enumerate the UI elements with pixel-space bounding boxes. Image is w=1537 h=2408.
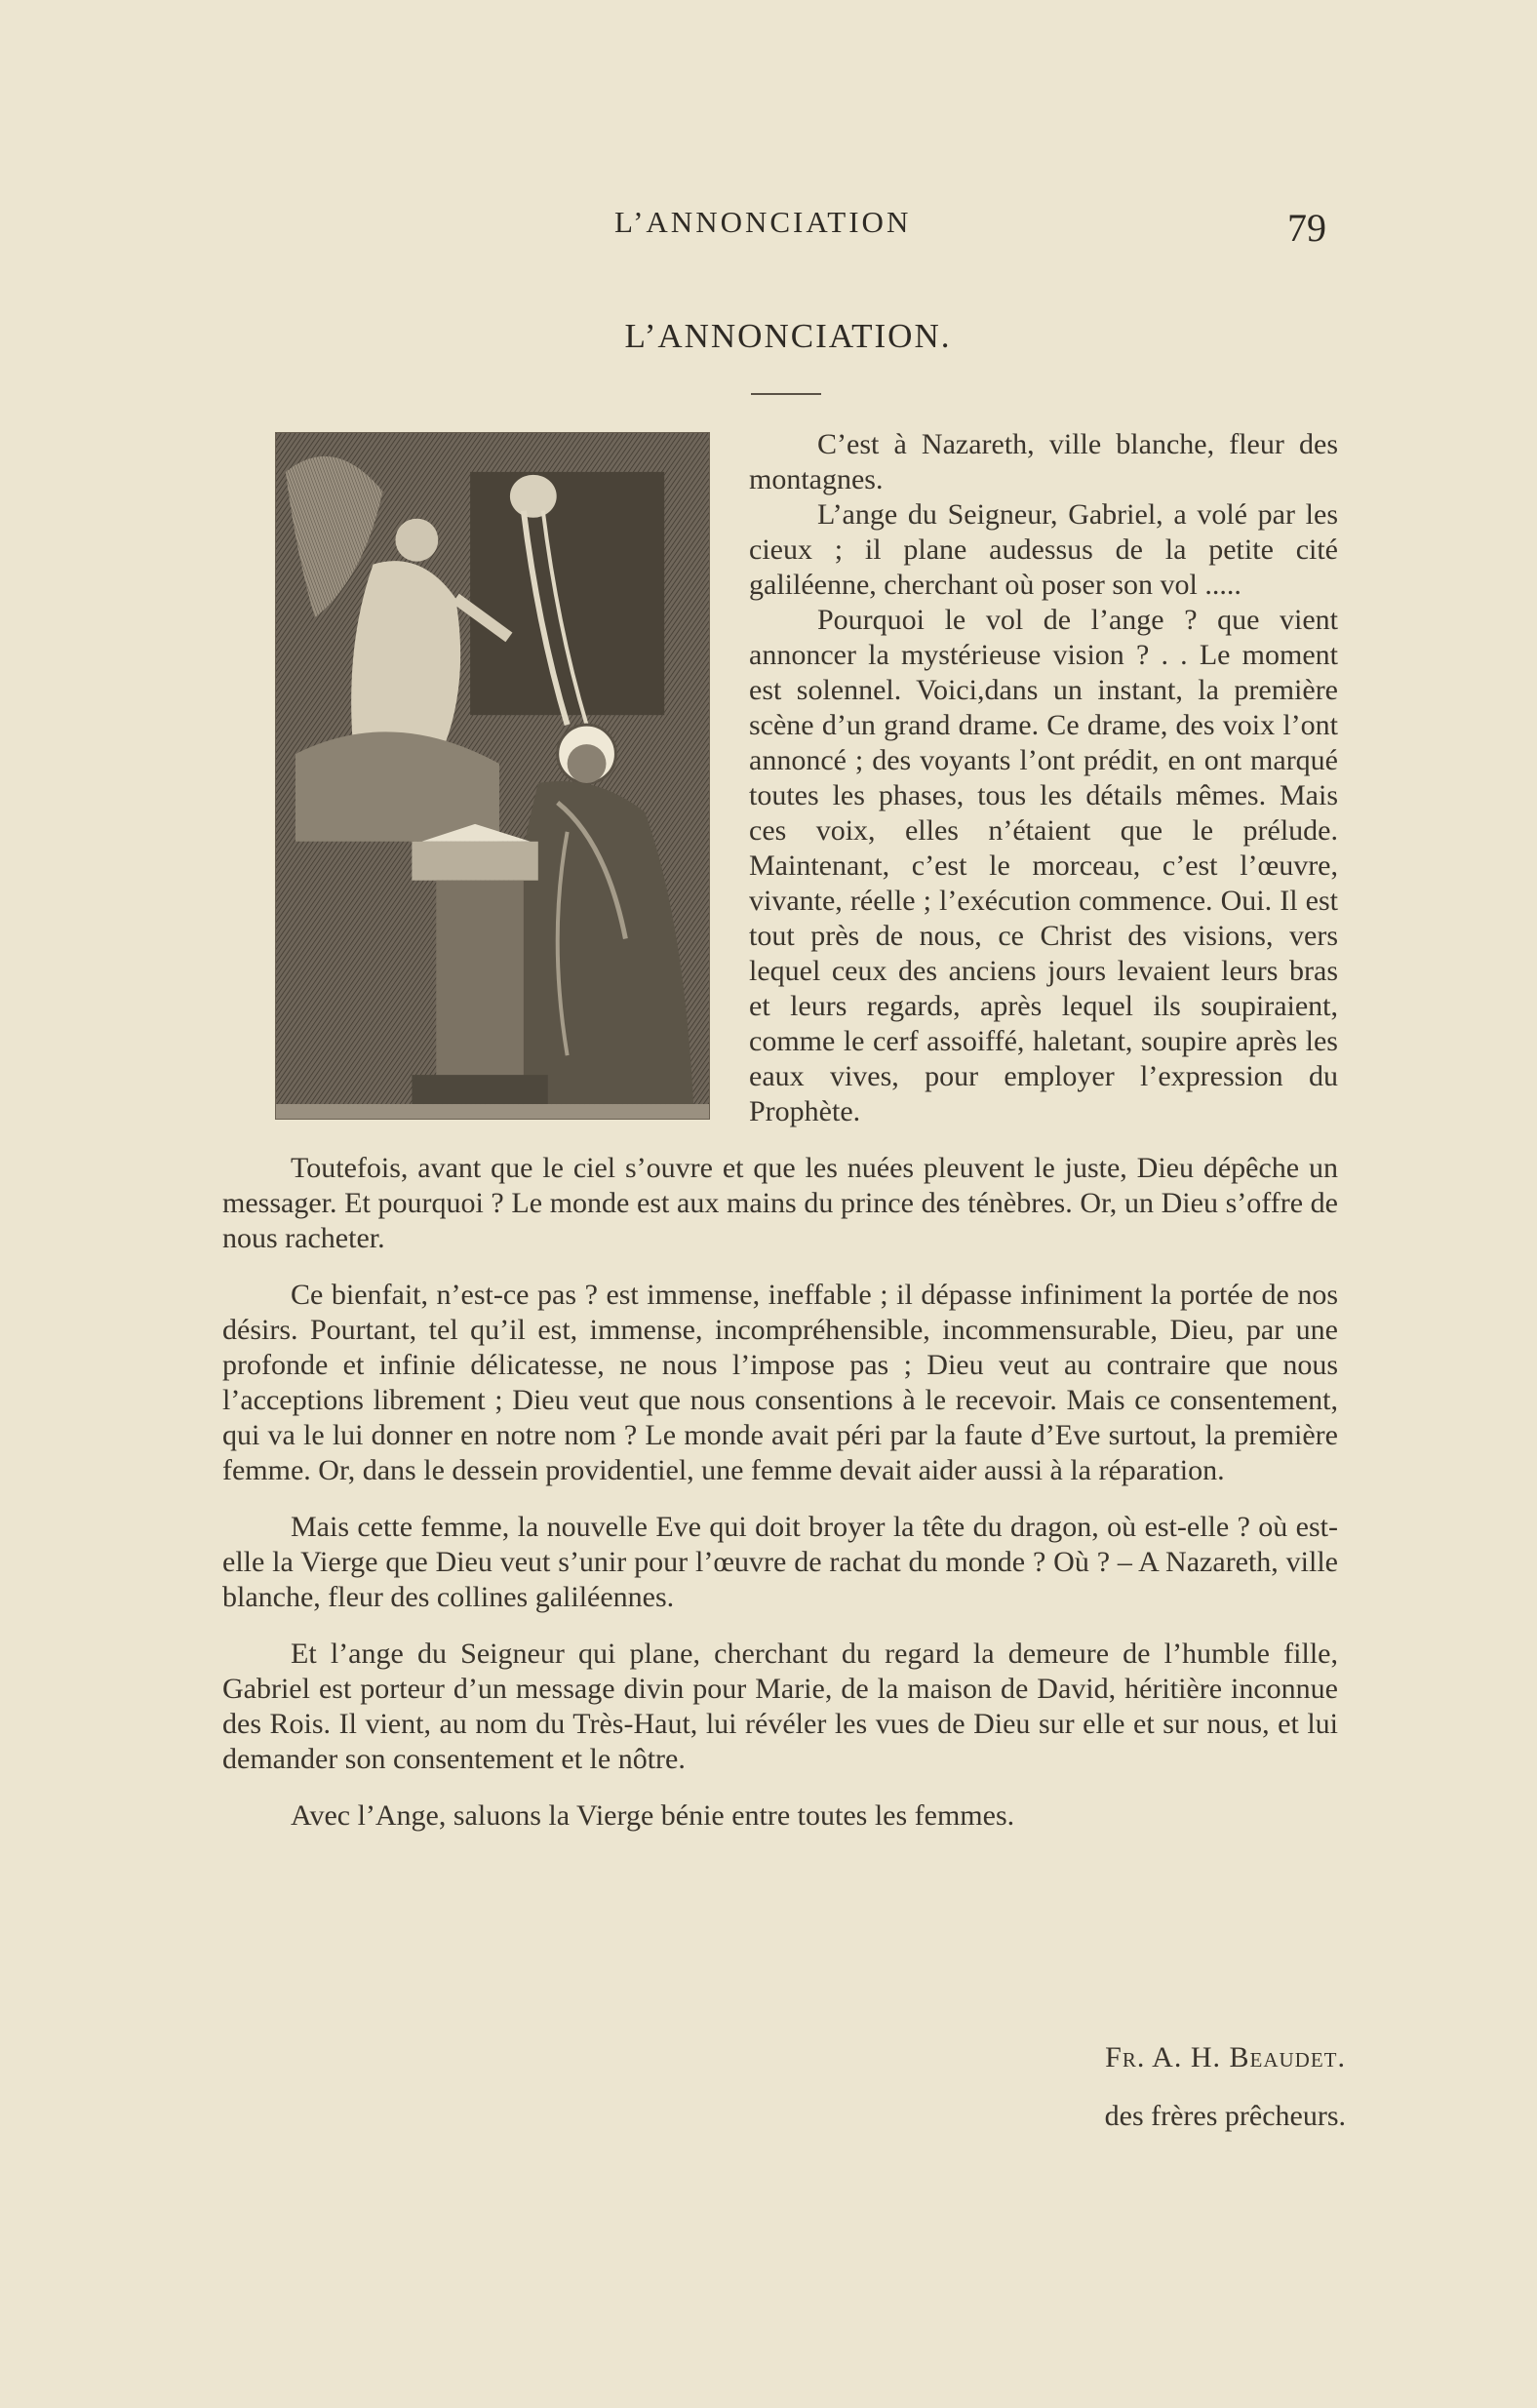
paragraph-3: Pourquoi le vol de l’ange ? que vient annoncer la mystérieuse vision ? . . Le moment est solennel. Voici,dans un instant, la première scène d’un grand drame. Ce drame, des voix l’ont annoncé ; des voyants l’ont prédit, en ont marqué toutes les phases, tous les détails mêmes. Mais ces voix, elles n’étaient que le prélude. Maintenant, c’est le morceau, c’est l’œuvre, vivante, réelle ; l’exécution commence. Oui. Il est tout près de nous, ce Christ des visions, vers lequel ceux des anciens jours levaient leurs bras et leurs regards, après lequel ils soupiraient, comme le cerf assoiffé, haletant, soupire après les eaux vives, pour employer l’expression du Prophète. [749, 604, 1338, 1127]
paragraph-1: C’est à Nazareth, ville blanche, fleur des montagnes. [749, 428, 1338, 495]
author-name: Fr. A. H. Beaudet. [1105, 2041, 1346, 2073]
article-body [222, 427, 1338, 1834]
paragraph-2: L’ange du Seigneur, Gabriel, a volé par les cieux ; il plane audessus de la petite cité galiléenne, cherchant où poser son vol ..... [749, 498, 1338, 601]
author-order: des frères prêcheurs. [1104, 2100, 1346, 2132]
illustration-float-spacer [222, 427, 749, 1115]
paragraph-6: Mais cette femme, la nouvelle Eve qui doit broyer la tête du dragon, où est-elle ? où est-elle la Vierge que Dieu veut s’unir pour l’œuvre de rachat du monde ? Où ? – A Nazareth, ville blanche, fleur des collines galiléennes. [222, 1511, 1338, 1613]
article-title: L’ANNONCIATION. [624, 317, 952, 355]
paragraph-5: Ce bienfait, n’est-ce pas ? est immense, ineffable ; il dépasse infiniment la portée de nos désirs. Pourtant, tel qu’il est, immense, incompréhensible, incommensurable, Dieu, par une profonde et infinie délicatesse, ne nous l’impose pas ; Dieu veut au contraire que nous l’acceptions librement ; Dieu veut que nous consentions à le recevoir. Mais ce consentement, qui va le lui donner en notre nom ? Le monde avait péri par la faute d’Eve surtout, la première femme. Or, dans le dessein providentiel, une femme devait aider aussi à la réparation. [222, 1279, 1338, 1486]
paragraph-4: Toutefois, avant que le ciel s’ouvre et que les nuées pleuvent le juste, Dieu dépêche un messager. Et pourquoi ? Le monde est aux mains du prince des ténèbres. Or, un Dieu s’offre de nous racheter. [222, 1152, 1338, 1254]
title-rule [751, 393, 821, 395]
signature-block [975, 2029, 1346, 2146]
paragraph-7: Et l’ange du Seigneur qui plane, cherchant du regard la demeure de l’humble fille, Gabriel est porteur d’un message divin pour Marie, de la maison de David, héritière inconnue des Rois. Il vient, au nom du Très-Haut, lui révéler les vues de Dieu sur elle et sur nous, et lui demander son consentement et le nôtre. [222, 1638, 1338, 1775]
paragraph-8: Avec l’Ange, saluons la Vierge bénie entre toutes les femmes. [291, 1799, 1015, 1832]
running-title: L’ANNONCIATION [614, 205, 912, 239]
page-number: 79 [1287, 206, 1326, 250]
